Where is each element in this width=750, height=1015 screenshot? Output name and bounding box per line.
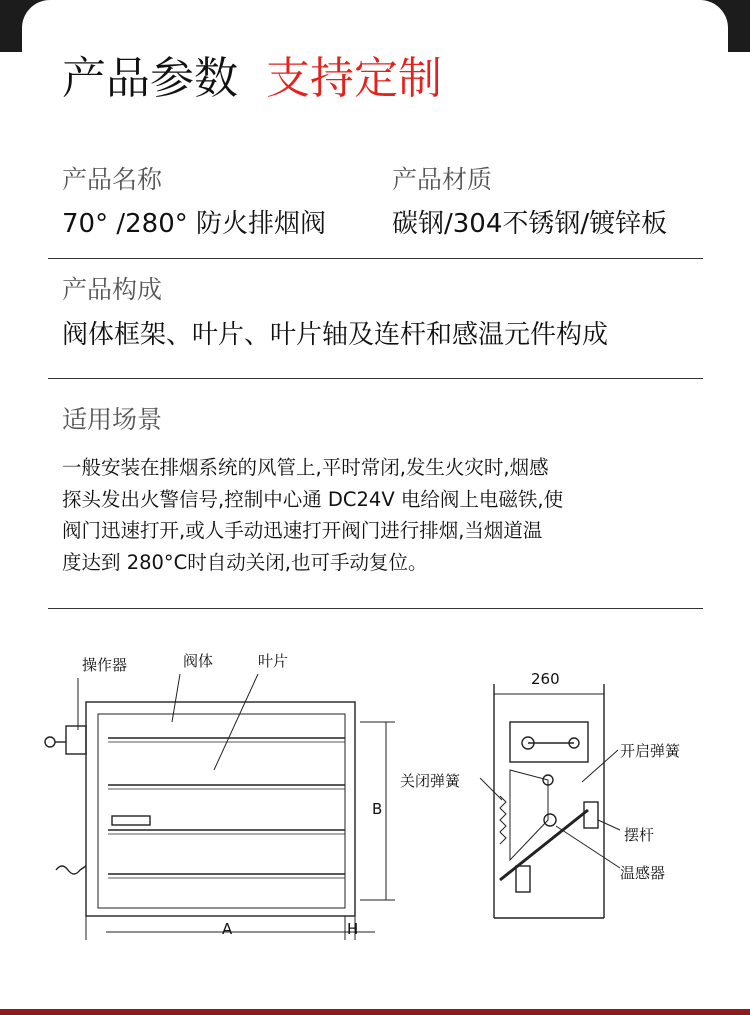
page-title bbox=[62, 52, 442, 106]
bottom-accent-bar bbox=[0, 1009, 750, 1015]
linkage-bar bbox=[112, 816, 150, 825]
leader-swing-rod bbox=[598, 820, 620, 830]
bottom-block bbox=[516, 866, 530, 892]
usage-line: 一般安装在排烟系统的风管上,平时常闭,发生火灾时,烟感 bbox=[62, 456, 549, 479]
usage-line: 度达到 280°C时自动关闭,也可手动复位。 bbox=[62, 550, 428, 574]
close-spring-label: 关闭弹簧 bbox=[400, 772, 461, 790]
open-spring-label: 开启弹簧 bbox=[620, 742, 681, 760]
leader-body bbox=[172, 674, 180, 722]
front-view bbox=[45, 674, 395, 940]
title-accent: 支持定制 bbox=[266, 53, 442, 104]
composition-value: 阀体框架、叶片、叶片轴及连杆和感温元件构成 bbox=[62, 320, 609, 350]
usage-line: 阀门迅速打开,或人手动迅速打开阀门进行排烟,当烟道温 bbox=[62, 519, 543, 542]
material-value: 碳钢/304不锈钢/镀锌板 bbox=[392, 209, 668, 239]
leader-sensor bbox=[556, 826, 620, 868]
divider bbox=[48, 258, 703, 259]
pivot bbox=[544, 814, 556, 826]
usage-line: 探头发出火警信号,控制中心通 DC24V 电给阀上电磁铁,使 bbox=[62, 487, 564, 511]
dim-a-label: A bbox=[222, 920, 233, 938]
dim-h-label: H bbox=[347, 920, 359, 938]
divider bbox=[48, 608, 703, 609]
manual-handle bbox=[56, 866, 86, 874]
width-260-label: 260 bbox=[531, 670, 560, 688]
blade-label: 叶片 bbox=[258, 652, 289, 670]
damper-diagram bbox=[0, 630, 750, 1000]
product-name-value: 70° /280° 防火排烟阀 bbox=[62, 209, 326, 239]
sensor bbox=[584, 802, 598, 828]
usage-label: 适用场景 bbox=[62, 405, 163, 434]
close-spring bbox=[500, 796, 506, 844]
leader-close-spring bbox=[480, 778, 502, 800]
operator-knob bbox=[45, 737, 55, 747]
body-label: 阀体 bbox=[183, 652, 214, 670]
valve-frame bbox=[86, 702, 355, 916]
operator-label: 操作器 bbox=[82, 656, 128, 674]
divider bbox=[48, 378, 703, 379]
composition-label: 产品构成 bbox=[62, 275, 163, 304]
operator-box bbox=[66, 726, 86, 754]
swing-rod-label: 摆杆 bbox=[624, 826, 655, 844]
material-label: 产品材质 bbox=[392, 165, 493, 194]
title-main: 产品参数 bbox=[62, 53, 238, 104]
leader-blade bbox=[214, 674, 258, 770]
dim-b-label: B bbox=[372, 800, 383, 818]
valve-inner-frame bbox=[98, 714, 345, 908]
usage-description bbox=[62, 452, 702, 578]
side-view bbox=[480, 684, 620, 918]
product-name-label: 产品名称 bbox=[62, 165, 163, 194]
sensor-label: 温感器 bbox=[620, 864, 666, 882]
